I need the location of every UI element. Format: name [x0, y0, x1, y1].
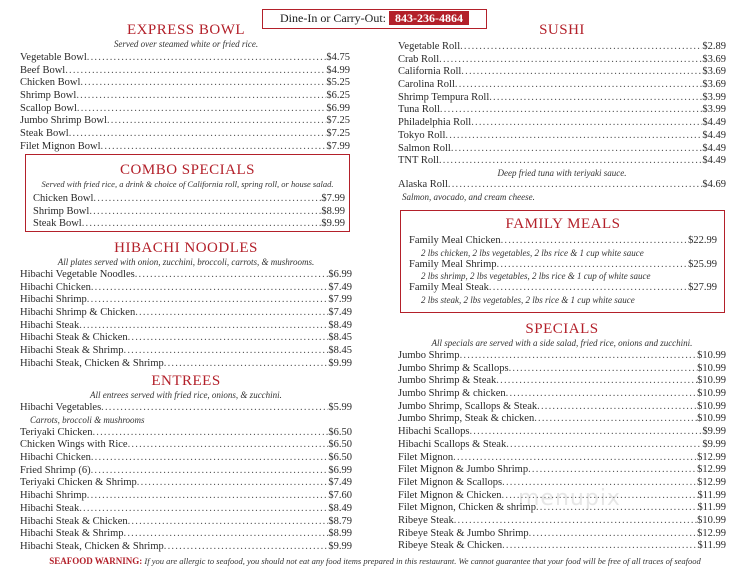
item-name: Jumbo Shrimp Bowl	[20, 115, 107, 127]
leader-dots	[65, 65, 326, 78]
item-price: $6.25	[326, 90, 350, 102]
entrees-subtitle: All entrees served with fried rice, onions, & zucchini.	[90, 390, 282, 400]
item-price: $6.50	[328, 426, 352, 438]
item-name: Hibachi Steak	[20, 502, 80, 514]
combo-specials-subtitle: Served with fried rice, a drink & choice of California roll, spring roll, or house salad.	[41, 179, 334, 189]
item-price: $6.99	[326, 102, 350, 114]
item-name: Hibachi Steak & Chicken	[20, 515, 128, 527]
item-price: $10.99	[697, 375, 726, 387]
sushi-title: SUSHI	[539, 22, 585, 38]
item-name: Vegetable Bowl	[20, 52, 87, 63]
menu-item	[20, 516, 352, 529]
item-price: $9.99	[328, 540, 352, 552]
item-note: 2 lbs chicken, 2 lbs vegetables, 2 lbs rice & 1 cup white sauce	[421, 247, 644, 258]
item-name: Carolina Roll	[398, 79, 455, 91]
menu-item	[20, 282, 352, 295]
menu-item	[398, 363, 726, 376]
item-name: Teriyaki Chicken	[20, 426, 93, 438]
item-name: Hibachi Steak & Chicken	[20, 332, 128, 344]
express-bowl-section	[20, 22, 352, 154]
item-price: $8.99	[321, 205, 345, 217]
item-name: Shrimp Tempura Roll	[398, 91, 490, 103]
menu-item	[398, 350, 726, 363]
menu-item	[398, 143, 726, 156]
menu-item	[398, 179, 726, 192]
item-price: $4.49	[702, 129, 726, 141]
menu-item	[20, 427, 352, 440]
menu-item	[33, 193, 345, 206]
phone-number[interactable]: 843-236-4864	[389, 11, 469, 25]
item-name: Alaska Roll	[398, 178, 448, 190]
menu-item	[33, 218, 345, 231]
menu-item	[398, 155, 726, 168]
item-price: $25.99	[688, 258, 717, 270]
item-name: Beef Bowl	[20, 64, 66, 76]
menu-item	[398, 66, 726, 79]
leader-dots	[128, 516, 329, 529]
item-price: $3.69	[702, 66, 726, 78]
leader-dots	[461, 66, 702, 79]
menu-item	[20, 128, 352, 141]
item-name: Hibachi Scallops & Steak	[398, 438, 507, 450]
leader-dots	[164, 358, 329, 371]
leader-dots	[92, 427, 328, 440]
leader-dots	[87, 294, 329, 307]
leader-dots	[460, 350, 698, 363]
leader-dots	[509, 363, 698, 376]
menu-item	[398, 375, 726, 388]
item-price: $4.99	[326, 64, 350, 76]
item-name: Hibachi Shrimp	[20, 490, 87, 502]
menu-item	[20, 528, 352, 541]
leader-dots	[506, 439, 702, 452]
item-price: $27.99	[688, 282, 717, 294]
item-name: Steak Bowl	[20, 128, 69, 140]
menu-item	[20, 477, 352, 490]
item-price: $6.50	[328, 452, 352, 464]
item-name: Steak Bowl	[33, 218, 82, 230]
item-name: Hibachi Steak, Chicken & Shrimp	[20, 357, 164, 369]
leader-dots	[496, 375, 697, 388]
item-price: $8.45	[328, 345, 352, 357]
leader-dots	[454, 515, 697, 528]
menu-item	[20, 115, 352, 128]
leader-dots	[87, 490, 329, 503]
leader-dots	[451, 143, 703, 156]
family-meals-title: FAMILY MEALS	[505, 216, 621, 232]
seafood-warning	[0, 556, 750, 566]
leader-dots	[506, 388, 698, 401]
item-note: Salmon, avocado, and cream cheese.	[402, 191, 535, 202]
item-name: Family Meal Chicken	[409, 235, 501, 246]
item-name: Philadelphia Roll	[398, 117, 472, 129]
item-name: Hibachi Steak & Shrimp	[20, 345, 124, 357]
item-name: California Roll	[398, 66, 462, 78]
item-note: 2 lbs shrimp, 2 lbs vegetables, 2 lbs rice & 1 cup of white sauce	[421, 271, 651, 282]
warning-label: SEAFOOD WARNING:	[49, 556, 143, 566]
item-price: $10.99	[697, 400, 726, 412]
family-meals-list	[409, 235, 717, 306]
item-name: Hibachi Scallops	[398, 426, 470, 438]
item-price: $22.99	[688, 235, 717, 246]
leader-dots	[529, 528, 697, 541]
specials-title: SPECIALS	[525, 321, 599, 337]
specials-subtitle: All specials are served with a side salad, fried rice, onions and zucchini.	[431, 338, 693, 348]
item-price: $9.99	[321, 218, 345, 230]
item-name: Ribeye Steak & Jumbo Shrimp	[398, 527, 529, 539]
item-price: $6.50	[328, 439, 352, 451]
item-name: Hibachi Shrimp & Chicken	[20, 307, 136, 319]
menu-item	[20, 141, 352, 154]
leader-dots	[469, 426, 702, 439]
leader-dots	[439, 155, 702, 168]
item-name: Fried Shrimp (6)	[20, 464, 91, 476]
leader-dots	[460, 41, 702, 54]
item-price: $4.49	[702, 142, 726, 154]
entrees-title: ENTREES	[151, 373, 221, 389]
item-price: $9.99	[702, 438, 726, 450]
express-bowl-title: EXPRESS BOWL	[126, 22, 246, 38]
item-price: $3.69	[702, 53, 726, 65]
item-name: Ribeye Steak & Chicken	[398, 540, 503, 552]
item-name: Filet Mignon Bowl	[20, 140, 101, 152]
menu-item	[20, 345, 352, 358]
item-price: $3.99	[702, 91, 726, 103]
menu-item	[409, 282, 717, 295]
leader-dots	[137, 477, 329, 490]
item-price: $4.49	[702, 117, 726, 129]
leader-dots	[135, 307, 328, 320]
item-price: $8.45	[328, 332, 352, 344]
item-price: $7.25	[326, 115, 350, 127]
leader-dots	[537, 401, 697, 414]
item-name: Jumbo Shrimp & Steak	[398, 375, 497, 387]
item-name: Jumbo Shrimp & Scallops	[398, 362, 509, 374]
menu-item	[398, 439, 726, 452]
combo-specials-title: COMBO SPECIALS	[120, 162, 255, 178]
leader-dots	[69, 128, 327, 141]
item-name: Family Meal Shrimp	[409, 258, 497, 270]
menu-item	[398, 79, 726, 92]
sushi-list	[398, 41, 726, 203]
leader-dots	[489, 92, 702, 105]
item-name: Shrimp Bowl	[33, 205, 90, 217]
leader-dots	[455, 79, 703, 92]
item-name: Teriyaki Chicken & Shrimp	[20, 477, 137, 489]
item-name: Hibachi Chicken	[20, 281, 91, 293]
item-price: $6.99	[328, 464, 352, 476]
menu-item	[398, 41, 726, 54]
item-name: Filet Mignon	[398, 451, 454, 463]
leader-dots	[501, 235, 689, 248]
item-price: $12.99	[697, 464, 726, 476]
hibachi-noodles-subtitle: All plates served with onion, zucchini, broccoli, carrots, & mushrooms.	[57, 257, 315, 267]
leader-dots	[91, 452, 329, 465]
menu-item	[20, 439, 352, 452]
combo-specials-section	[30, 162, 345, 231]
contact-label: Dine-In or Carry-Out:	[280, 11, 386, 25]
item-price: $6.99	[328, 269, 352, 280]
menu-item	[398, 130, 726, 143]
item-name: Hibachi Vegetables	[20, 402, 102, 413]
item-name: Hibachi Steak	[20, 319, 80, 331]
item-price: $4.69	[702, 178, 726, 190]
item-price: $9.99	[328, 357, 352, 369]
item-name: Hibachi Vegetable Noodles	[20, 269, 135, 280]
menu-item	[20, 103, 352, 116]
item-name: Shrimp Bowl	[20, 90, 77, 102]
leader-dots	[489, 282, 688, 295]
item-price: $10.99	[697, 388, 726, 400]
warning-text: If you are allergic to seafood, you should not eat any food items prepared in this restaurant. We cannot guarantee that your food will be free of all traces of seafood	[144, 556, 701, 566]
menu-item	[20, 320, 352, 333]
item-name: Family Meal Steak	[409, 282, 489, 294]
item-price: $9.99	[702, 426, 726, 438]
item-price: $10.99	[697, 362, 726, 374]
menu-item	[398, 452, 726, 465]
item-name: Hibachi Steak, Chicken & Shrimp	[20, 540, 164, 552]
specials-section	[398, 321, 726, 553]
item-price: $8.49	[328, 319, 352, 331]
leader-dots	[101, 141, 327, 154]
menu-item	[398, 388, 726, 401]
noodles-list	[20, 269, 352, 371]
item-price: $12.99	[697, 476, 726, 488]
item-price: $7.49	[328, 477, 352, 489]
item-price: $4.49	[702, 155, 726, 167]
item-name: Chicken Wings with Rice	[20, 439, 128, 451]
item-name: Jumbo Shrimp, Steak & chicken	[398, 413, 535, 425]
item-price: $5.99	[328, 402, 352, 413]
menu-item	[398, 54, 726, 67]
item-price: $4.75	[326, 52, 350, 63]
menu-item	[20, 503, 352, 516]
leader-dots	[93, 193, 321, 206]
hibachi-noodles-section	[20, 240, 352, 371]
menu-item	[398, 426, 726, 439]
item-price: $8.99	[328, 528, 352, 540]
entrees-list	[20, 402, 352, 554]
menu-item	[398, 401, 726, 414]
item-name: Jumbo Shrimp, Scallops & Steak	[398, 400, 538, 412]
leader-dots	[453, 452, 697, 465]
leader-dots	[91, 282, 329, 295]
item-price: $11.99	[697, 540, 726, 552]
express-bowl-list	[20, 52, 352, 154]
entrees-section	[20, 373, 352, 554]
menu-item	[20, 65, 352, 78]
leader-dots	[502, 540, 697, 553]
item-note: Deep fried tuna with teriyaki sauce.	[497, 167, 627, 178]
leader-dots	[107, 115, 326, 128]
menu-item	[33, 206, 345, 219]
leader-dots	[124, 345, 329, 358]
menu-item	[20, 294, 352, 307]
leader-dots	[89, 206, 321, 219]
menu-item	[409, 259, 717, 272]
leader-dots	[91, 465, 329, 478]
item-price: $10.99	[697, 514, 726, 526]
item-note: Carrots, broccoli & mushrooms	[30, 414, 145, 425]
item-price: $2.89	[702, 41, 726, 52]
item-name: Hibachi Steak & Shrimp	[20, 528, 124, 540]
item-price: $7.99	[326, 140, 350, 152]
item-name: Tuna Roll	[398, 104, 440, 116]
menu-item	[20, 452, 352, 465]
leader-dots	[448, 179, 703, 192]
item-price: $8.79	[328, 515, 352, 527]
menu-item	[20, 402, 352, 415]
menu-item	[20, 465, 352, 478]
leader-dots	[79, 320, 328, 333]
hibachi-noodles-title: HIBACHI NOODLES	[114, 240, 258, 256]
leader-dots	[528, 464, 697, 477]
family-meals-section	[409, 216, 717, 306]
leader-dots	[439, 54, 702, 67]
leader-dots	[124, 528, 329, 541]
item-price: $11.99	[697, 489, 726, 501]
item-name: Hibachi Shrimp	[20, 294, 87, 306]
item-name: Scallop Bowl	[20, 102, 77, 114]
menu-item	[20, 77, 352, 90]
menu-item	[398, 528, 726, 541]
item-price: $7.60	[328, 490, 352, 502]
express-bowl-subtitle: Served over steamed white or fried rice.	[113, 39, 259, 49]
item-price: $5.25	[326, 77, 350, 89]
item-name: Filet Mignon & Jumbo Shrimp	[398, 464, 529, 476]
item-price: $3.69	[702, 79, 726, 91]
item-price: $8.49	[328, 502, 352, 514]
sushi-section	[398, 22, 726, 203]
menu-item	[398, 92, 726, 105]
item-price: $12.99	[697, 527, 726, 539]
item-name: Jumbo Shrimp & chicken	[398, 388, 506, 400]
leader-dots	[80, 77, 326, 90]
item-name: Hibachi Chicken	[20, 452, 91, 464]
item-price: $12.99	[697, 451, 726, 463]
item-name: TNT Roll	[398, 155, 439, 167]
leader-dots	[77, 103, 327, 116]
leader-dots	[471, 117, 702, 130]
item-price: $7.99	[328, 294, 352, 306]
leader-dots	[440, 104, 702, 117]
item-price: $3.99	[702, 104, 726, 116]
item-price: $10.99	[697, 350, 726, 361]
item-price: $11.99	[697, 502, 726, 514]
item-name: Filet Mignon & Scallops	[398, 476, 503, 488]
item-name: Crab Roll	[398, 53, 440, 65]
leader-dots	[164, 541, 329, 554]
leader-dots	[79, 503, 328, 516]
item-name: Filet Mignon & Chicken	[398, 489, 502, 501]
menu-item	[20, 332, 352, 345]
menu-item	[20, 358, 352, 371]
item-name: Ribeye Steak	[398, 514, 454, 526]
item-name: Vegetable Roll	[398, 41, 461, 52]
watermark-logo: menupix	[518, 486, 621, 511]
menu-item	[398, 104, 726, 117]
leader-dots	[128, 439, 329, 452]
leader-dots	[445, 130, 702, 143]
item-name: Salmon Roll	[398, 142, 451, 154]
item-price: $7.49	[328, 307, 352, 319]
menu-item	[20, 541, 352, 554]
item-name: Jumbo Shrimp	[398, 350, 460, 361]
item-name: Chicken Bowl	[20, 77, 81, 89]
menu-item	[398, 413, 726, 426]
menu-item	[20, 307, 352, 320]
item-name: Filet Mignon, Chicken & shrimp	[398, 502, 536, 514]
leader-dots	[82, 218, 322, 231]
menu-item	[20, 490, 352, 503]
item-note: 2 lbs steak, 2 lbs vegetables, 2 lbs rice & 1 cup white sauce	[421, 295, 635, 306]
menu-item	[20, 52, 352, 65]
combo-list	[30, 193, 345, 231]
item-price: $10.99	[697, 413, 726, 425]
item-name: Chicken Bowl	[33, 193, 94, 204]
menu-item	[20, 90, 352, 103]
leader-dots	[76, 90, 326, 103]
leader-dots	[497, 259, 689, 272]
menu-item	[398, 464, 726, 477]
item-price: $7.49	[328, 281, 352, 293]
leader-dots	[128, 332, 329, 345]
menu-item	[398, 515, 726, 528]
leader-dots	[534, 413, 697, 426]
menu-item	[398, 117, 726, 130]
item-name: Tokyo Roll	[398, 129, 446, 141]
specials-list	[398, 350, 726, 553]
menu-item	[20, 269, 352, 282]
item-price: $7.25	[326, 128, 350, 140]
leader-dots	[101, 402, 328, 415]
menu-item	[398, 540, 726, 553]
leader-dots	[135, 269, 329, 282]
item-price: $7.99	[321, 193, 345, 204]
menu-item	[409, 235, 717, 248]
leader-dots	[87, 52, 327, 65]
